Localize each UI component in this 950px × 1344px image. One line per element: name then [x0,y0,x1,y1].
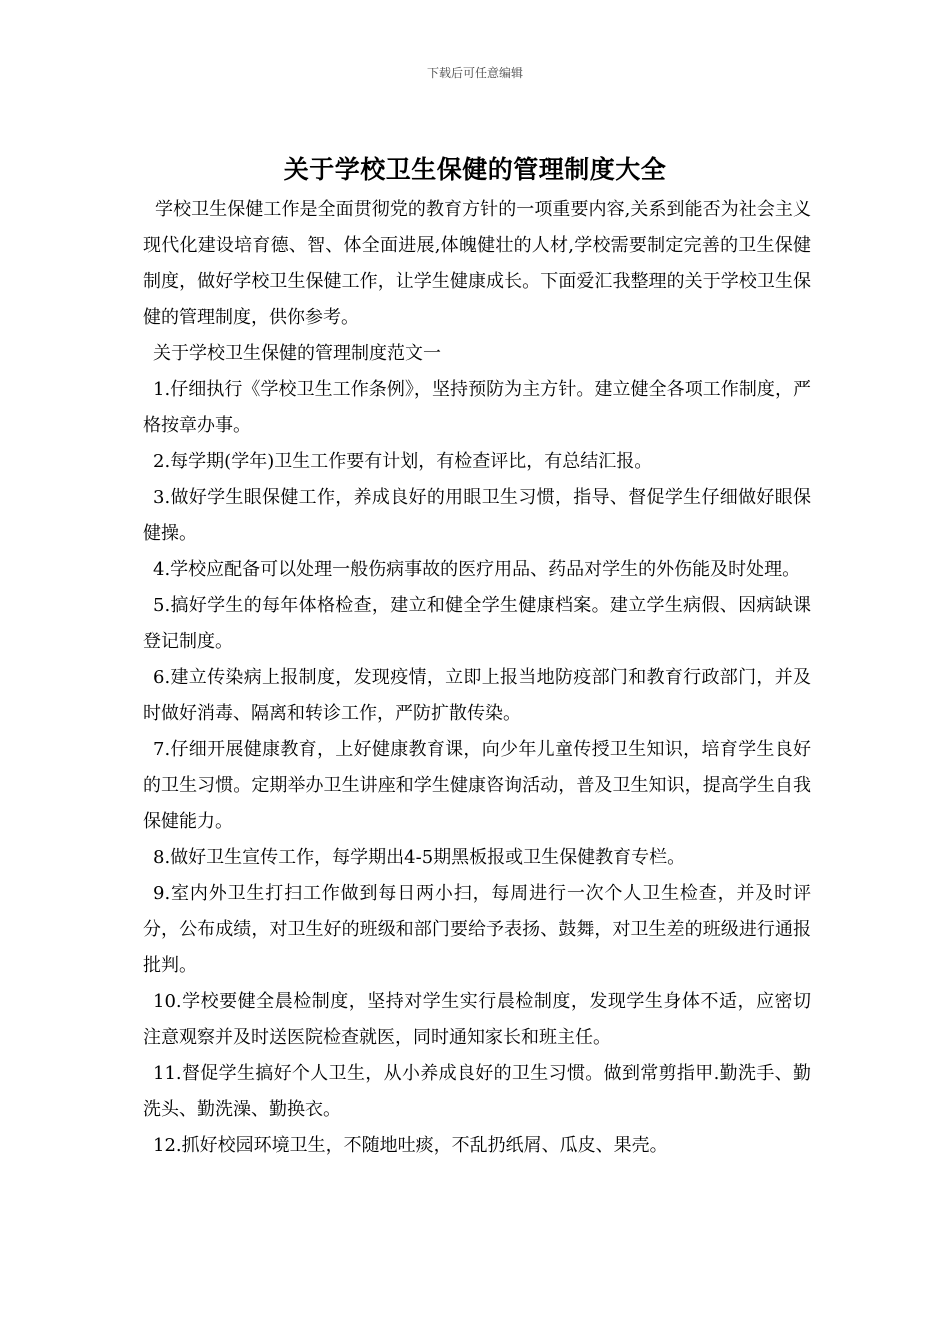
list-item: 9.室内外卫生打扫工作做到每日两小扫，每周进行一次个人卫生检查，并及时评分，公布成绩，对卫生好的班级和部门要给予表扬、鼓舞，对卫生差的班级进行通报批判。 [143,883,811,976]
section-heading: 关于学校卫生保健的管理制度范文一 [153,343,441,364]
document-title: 关于学校卫生保健的管理制度大全 [283,155,667,184]
list-item: 6.建立传染病上报制度，发现疫情，立即上报当地防疫部门和教育行政部门，并及时做好消毒、隔离和转诊工作，严防扩散传染。 [143,667,811,724]
header-note: 下载后可任意编辑 [426,66,523,80]
list-item: 10.学校要健全晨检制度，坚持对学生实行晨检制度，发现学生身体不适，应密切注意观察并及时送医院检查就医，同时通知家长和班主任。 [143,991,811,1048]
list-item: 11.督促学生搞好个人卫生，从小养成良好的卫生习惯。做到常剪指甲.勤洗手、勤洗头、勤洗澡、勤换衣。 [143,1063,811,1120]
list-item: 5.搞好学生的每年体格检查，建立和健全学生健康档案。建立学生病假、因病缺课登记制度。 [143,595,811,652]
list-item: 3.做好学生眼保健工作，养成良好的用眼卫生习惯，指导、督促学生仔细做好眼保健操。 [143,487,811,544]
list-item: 2.每学期(学年)卫生工作要有计划，有检查评比，有总结汇报。 [153,451,653,472]
list-item: 4.学校应配备可以处理一般伤病事故的医疗用品、药品对学生的外伤能及时处理。 [153,559,801,580]
document-body [143,192,811,1164]
list-item: 12.抓好校园环境卫生，不随地吐痰，不乱扔纸屑、瓜皮、果壳。 [153,1135,668,1156]
intro-paragraph: 学校卫生保健工作是全面贯彻党的教育方针的一项重要内容,关系到能否为社会主义现代化建设培育德、智、体全面进展,体魄健壮的人材,学校需要制定完善的卫生保健制度，做好学校卫生保健工作，让学生健康成长。下面爱汇我整理的关于学校卫生保健的管理制度，供你参考。 [143,199,811,328]
list-item: 7.仔细开展健康教育，上好健康教育课，向少年儿童传授卫生知识，培育学生良好的卫生习惯。定期举办卫生讲座和学生健康咨询活动，普及卫生知识，提高学生自我保健能力。 [143,739,811,832]
list-item: 8.做好卫生宣传工作，每学期出4-5期黑板报或卫生保健教育专栏。 [153,847,686,868]
list-item: 1.仔细执行《学校卫生工作条例》，坚持预防为主方针。建立健全各项工作制度，严格按章办事。 [143,379,811,436]
